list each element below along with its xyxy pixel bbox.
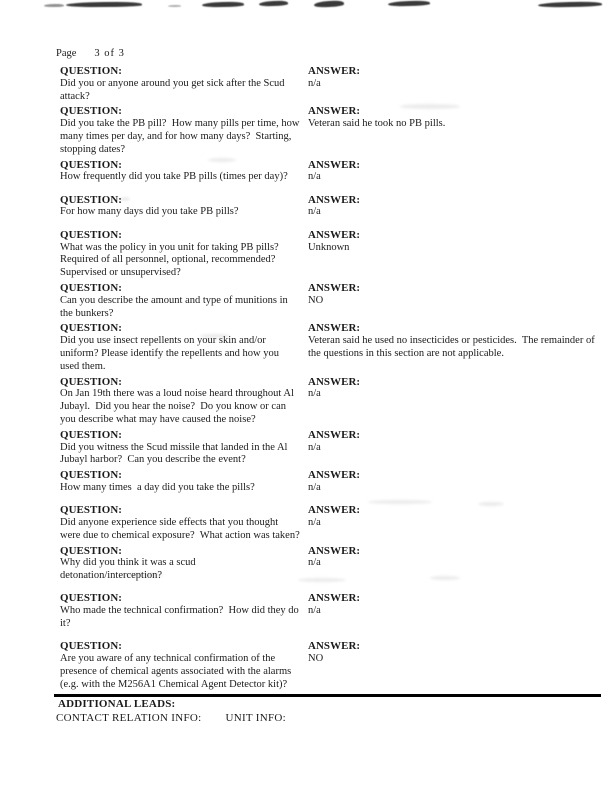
answer-text: NO (308, 294, 324, 306)
answer-text: n/a (308, 388, 321, 400)
question-text: Did you take the PB pill? How many pills per time, how many times per day, and for how many days? Starting, stopping dates? (60, 118, 303, 155)
qa-block (60, 322, 604, 373)
footer-info-line (56, 712, 604, 725)
answer-text: NO (308, 653, 324, 665)
question-text: What was the policy in you unit for taking PB pills? Required of all personnel, optional, recommended? Supervised or unsupervised? (60, 241, 282, 279)
qa-block (60, 640, 604, 691)
answer-label: ANSWER: (308, 592, 361, 605)
scan-artifact (259, 0, 288, 6)
qa-block (60, 65, 604, 103)
answer-label: ANSWER: (308, 322, 361, 335)
answer-label: ANSWER: (308, 65, 361, 77)
footer-divider (54, 694, 601, 697)
additional-leads-heading: ADDITIONAL LEADS: (58, 697, 176, 710)
qa-block (60, 105, 604, 156)
answer-text: n/a (308, 206, 321, 218)
answer-text: n/a (308, 557, 321, 569)
answer-text: n/a (308, 605, 321, 617)
scan-artifact (168, 5, 181, 7)
qa-block (60, 194, 604, 220)
scan-artifact (314, 0, 344, 8)
qa-block (60, 376, 604, 427)
question-text: On Jan 19th there was a loud noise heard throughout Al Jubayl. Did you hear the noise? Do you know or can you describe what may have caused the noise? (60, 388, 297, 425)
unit-info-label: UNIT INFO: (225, 711, 287, 724)
scan-artifact (538, 1, 602, 7)
qa-block (60, 429, 604, 467)
answer-label: ANSWER: (308, 428, 361, 441)
answer-label: ANSWER: (308, 640, 361, 653)
answer-text: n/a (308, 441, 321, 453)
qa-block (60, 282, 604, 320)
answer-label: ANSWER: (308, 469, 361, 482)
qa-block (60, 592, 604, 630)
answer-label: ANSWER: (308, 193, 361, 206)
scan-artifact (388, 0, 430, 6)
question-text: Are you aware of any technical confirmation of the presence of chemical agents associated with the alarms (e.g. with the M256A1 Chemical Agent Detector kit)? (60, 653, 294, 690)
question-text: How frequently did you take PB pills (times per day)? (60, 171, 288, 183)
scan-artifact (44, 4, 64, 7)
scan-artifact (202, 2, 244, 8)
page-number: 3 of 3 (94, 48, 125, 59)
answer-label: ANSWER: (308, 504, 361, 517)
qa-block (60, 229, 604, 280)
question-label: QUESTION: (60, 322, 123, 335)
qa-block (60, 469, 604, 495)
answer-text: Veteran said he took no PB pills. (308, 118, 446, 130)
question-text: Did you witness the Scud missile that landed in the Al Jubayl harbor? Can you describe the event? (60, 441, 291, 466)
answer-label: ANSWER: (308, 228, 361, 241)
qa-block (60, 545, 604, 583)
qa-block (60, 504, 604, 542)
answer-text: Unknown (308, 241, 350, 253)
question-label: QUESTION: (60, 504, 123, 517)
question-text: For how many days did you take PB pills? (60, 206, 239, 218)
question-label: QUESTION: (60, 105, 123, 118)
question-label: QUESTION: (60, 65, 123, 77)
page-indicator (56, 47, 604, 60)
question-label: QUESTION: (60, 640, 123, 653)
question-text: Did you or anyone around you get sick after the Scud attack? (60, 77, 288, 102)
answer-text: n/a (308, 171, 321, 183)
answer-label: ANSWER: (308, 544, 361, 557)
question-text: Who made the technical confirmation? How did they do it? (60, 605, 302, 630)
answer-label: ANSWER: (308, 281, 361, 294)
question-text: How many times a day did you take the pills? (60, 481, 255, 493)
answer-text: Veteran said he used no insecticides or pesticides. The remainder of the questions in this section are not applicable. (308, 335, 598, 359)
qa-block (60, 159, 604, 185)
answer-text: n/a (308, 481, 321, 493)
question-label: QUESTION: (60, 469, 123, 482)
answer-label: ANSWER: (308, 375, 361, 388)
question-label: QUESTION: (60, 544, 123, 557)
answer-text: n/a (308, 77, 321, 89)
question-label: QUESTION: (60, 428, 123, 441)
contact-relation-info-label: CONTACT RELATION INFO: (56, 711, 202, 724)
footer-section (56, 694, 604, 725)
question-text: Did anyone experience side effects that you thought were due to chemical exposure? What action was taken? (60, 517, 300, 541)
question-text: Can you describe the amount and type of munitions in the bunkers? (60, 294, 291, 319)
question-label: QUESTION: (60, 228, 123, 241)
question-text: Did you use insect repellents on your skin and/or uniform? Please identify the repellents and how you used them. (60, 335, 282, 372)
answer-label: ANSWER: (308, 158, 361, 171)
question-text: Why did you think it was a scud detonation/interception? (60, 557, 199, 582)
question-label: QUESTION: (60, 375, 123, 388)
answer-text: n/a (308, 517, 321, 528)
question-label: QUESTION: (60, 158, 123, 171)
page-label: Page (56, 48, 77, 59)
question-label: QUESTION: (60, 592, 123, 605)
document-page (56, 47, 604, 725)
answer-label: ANSWER: (308, 105, 361, 118)
question-label: QUESTION: (60, 193, 123, 206)
question-label: QUESTION: (60, 281, 123, 294)
scan-artifact (66, 2, 142, 8)
